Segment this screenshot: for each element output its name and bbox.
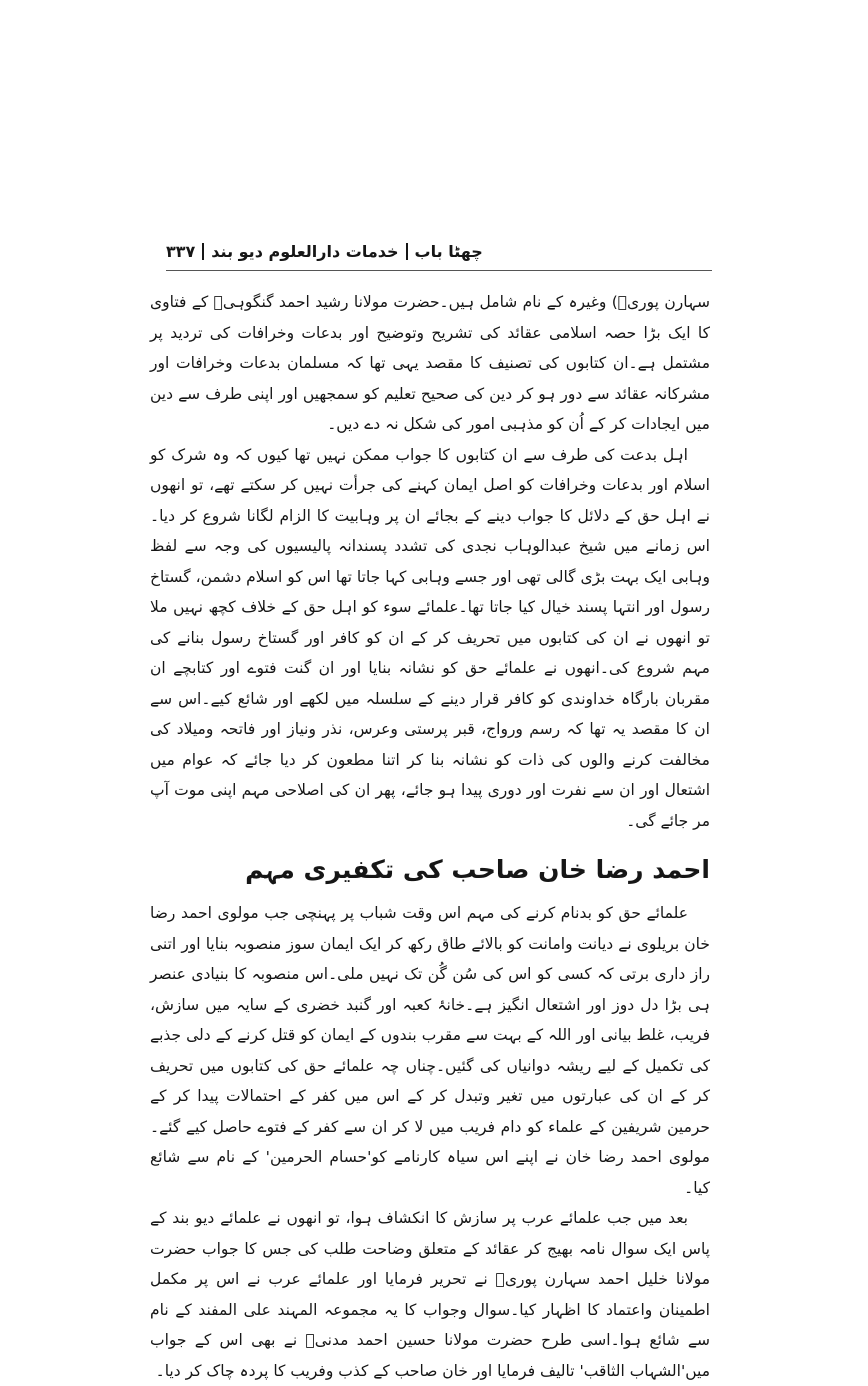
header-title: خدمات دارالعلوم دیو بند — [211, 242, 399, 261]
running-header — [166, 232, 712, 266]
paragraph: اہل بدعت کی طرف سے ان کتابوں کا جواب ممکن نہیں تھا کیوں کہ وہ شرک کو اسلام اور بدعات وخرافات کو اصل ایمان کہنے کی جرأت نہیں کر سکتے تھے، تو انھوں نے اہل حق کے دلائل کا جواب دینے کے بجائے ان پر وہابیت کا الزام لگانا شروع کر دیا۔اس زمانے میں شیخ عبدالوہاب نجدی کی تشدد پسندانہ پالیسیوں کی وجہ سے لفظ وہابی ایک بہت بڑی گالی تھی اور جسے وہابی کہا جاتا تھا اس کو اسلام دشمن، گستاخ رسول اور انتہا پسند خیال کیا جاتا تھا۔علمائے سوء کو اہل حق کے خلاف کچھ نہیں ملا تو انھوں نے ان کی کتابوں میں تحریف کر کے ان کو کافر اور گستاخ رسول بنانے کی مہم شروع کی۔انھوں نے علمائے حق کو نشانہ بنایا اور ان گنت فتوے اور کتابچے ان مقربان بارگاہ خداوندی کو کافر قرار دینے کے سلسلہ میں لکھے اور شائع کیے۔اس سے ان کا مقصد یہ تھا کہ رسم ورواج، قبر پرستی وعرس، نذر ونیاز اور فاتحہ ومیلاد کی مخالفت کرنے والوں کی ذات کو نشانہ بنا کر اتنا مطعون کر دیا جائے کہ عوام میں اشتعال اور ان سے نفرت اور دوری پیدا ہو جائے، پھر ان کی اصلاحی مہم اپنی موت آپ مر جائے گی۔ — [150, 445, 710, 830]
section-heading: احمد رضا خان صاحب کی تکفیری مہم — [245, 855, 710, 884]
header-divider — [166, 270, 712, 271]
paragraph: سہارن پوریؒ) وغیرہ کے نام شامل ہیں۔حضرت مولانا رشید احمد گنگوہیؒ کے فتاوی کا ایک بڑا حصہ اسلامی عقائد کی تشریح وتوضیح اور بدعات وخرافات کی تردید پر مشتمل ہے۔ان کتابوں کی تصنیف کا مقصد یہی تھا کہ مسلمان بدعات وخرافات اور مشرکانہ عقائد سے دور ہو کر دین کی صحیح تعلیم کو سمجھیں اور اپنی طرف سے دین میں ایجادات کر کے اُن کو مذہبی امور کی شکل نہ دے دیں۔ — [150, 293, 710, 433]
paragraph: علمائے حق کو بدنام کرنے کی مہم اس وقت شباب پر پہنچی جب مولوی احمد رضا خان بریلوی نے دیانت وامانت کو بالائے طاق رکھ کر ایک ایمان سوز منصوبہ بنایا اور اتنی راز داری برتی کہ کسی کو اس کی سُن گُن تک نہیں ملی۔اس منصوبہ کا بنیادی عنصر ہی بڑا دل دوز اور اشتعال انگیز ہے۔خانۂ کعبہ اور گنبد خضری کے سایہ میں سازش، فریب، غلط بیانی اور اللہ کے بہت سے مقرب بندوں کے ایمان کو قتل کرنے کے دلی جذبے کی تکمیل کے لیے ریشہ دوانیاں کی گئیں۔چناں چہ علمائے حق کی کتابوں میں تحریف کر کے ان کی عبارتوں میں تغیر وتبدل کر کے اس میں کفر کے احتمالات پیدا کر کے حرمین شریفین کے علماء کو دام فریب میں لا کر ان سے کفر کے فتوے حاصل کیے گئے۔مولوی احمد رضا خان نے اپنے اس سیاہ کارنامے کو'حسام الحرمین' کے نام سے شائع کیا۔ — [150, 904, 710, 1197]
chapter-label: چھٹا باب — [414, 242, 483, 261]
paragraph: بعد میں جب علمائے عرب پر سازش کا انکشاف ہوا، تو انھوں نے علمائے دیو بند کے پاس ایک سوال نامہ بھیج کر عقائد کے متعلق وضاحت طلب کی جس کا جواب حضرت مولانا خلیل احمد سہارن پوریؒ نے تحریر فرمایا اور علمائے عرب نے اس پر مکمل اطمینان واعتماد کا اظہار کیا۔سوال وجواب کا یہ مجموعہ المہند علی المفند کے نام سے شائع ہوا۔اسی طرح حضرت مولانا حسین احمد مدنیؒ نے بھی اس کے جواب میں'الشہاب الثاقب' تالیف فرمایا اور خان صاحب کے کذب وفریب کا پردہ چاک کر دیا۔ — [150, 1209, 710, 1380]
page-number: ۳۳۷ — [166, 242, 196, 261]
body-text — [150, 287, 710, 1386]
header-separator — [406, 243, 408, 260]
header-separator — [202, 243, 204, 260]
